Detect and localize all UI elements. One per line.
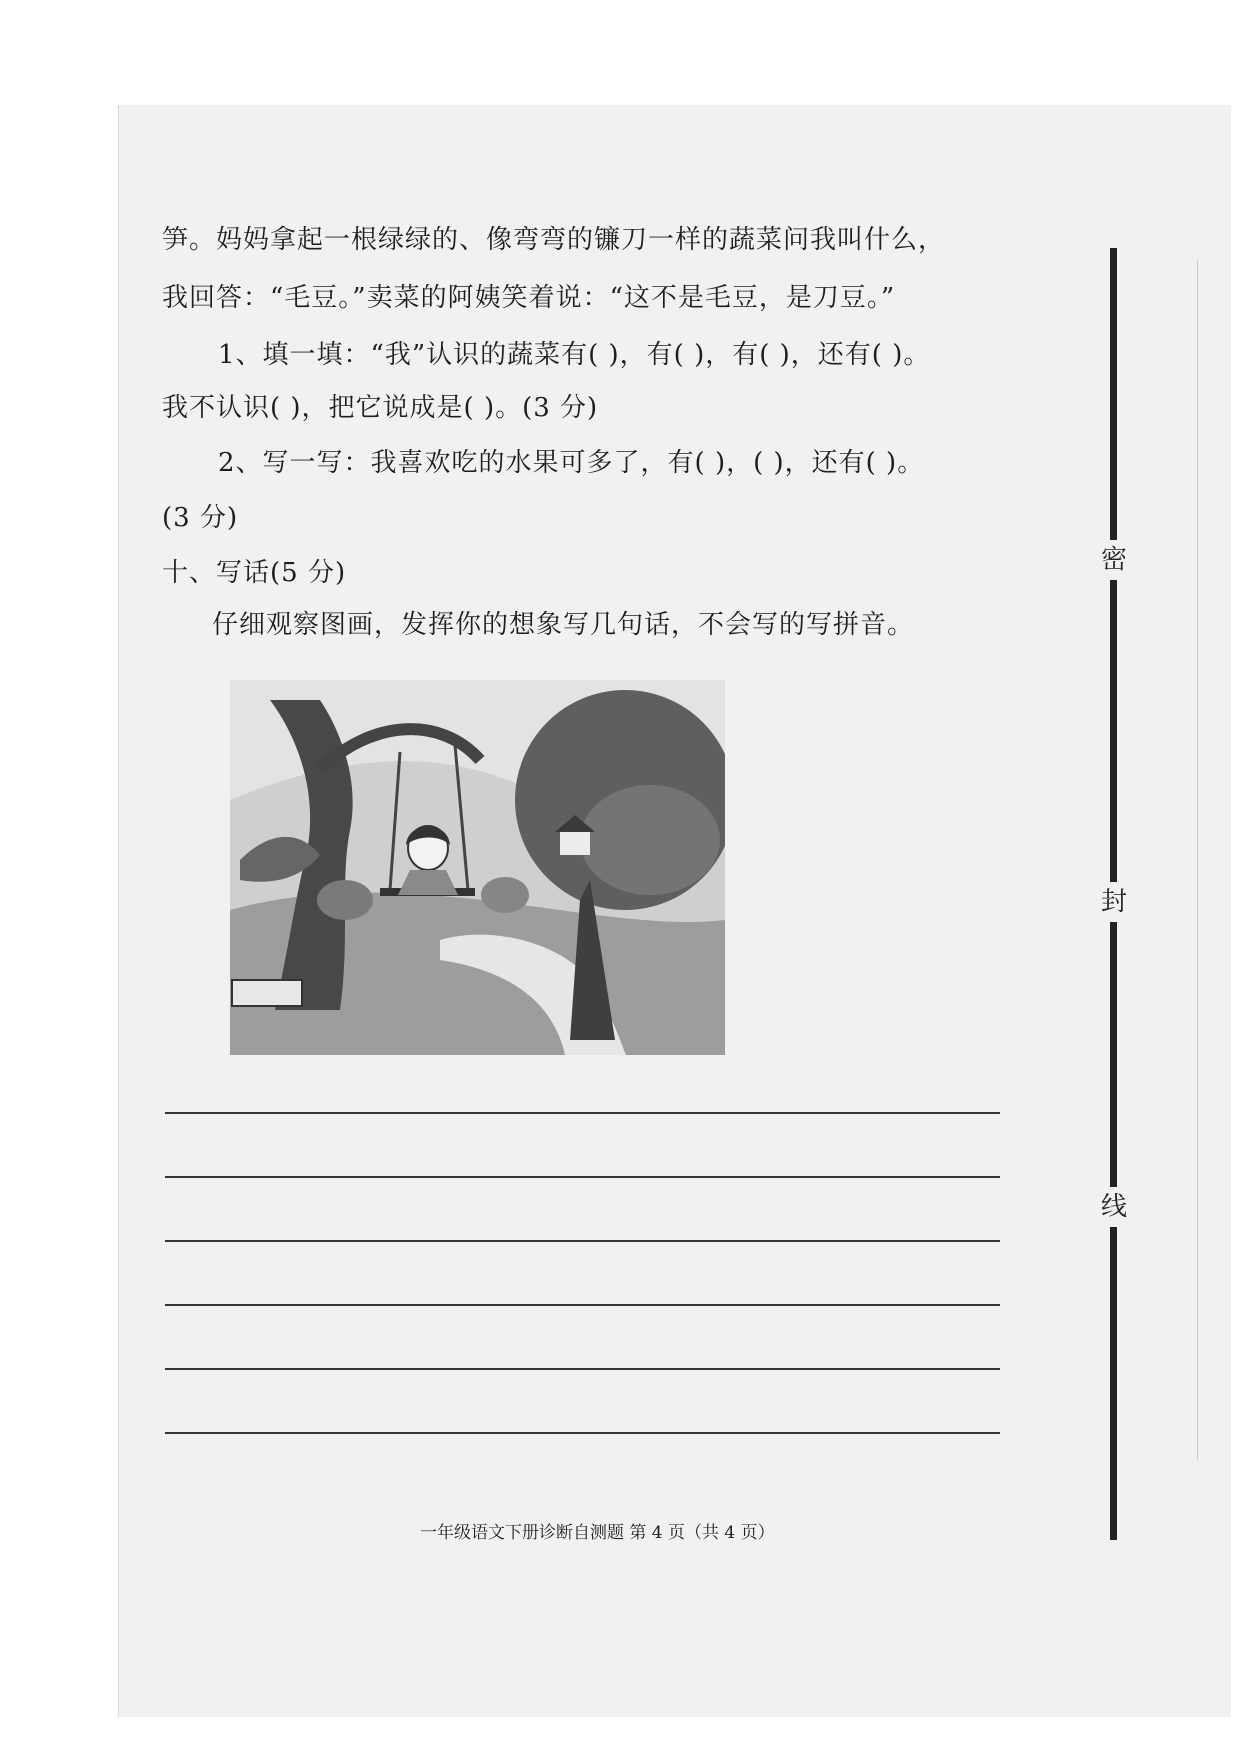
section-10-instruction: 仔细观察图画，发挥你的想象写几句话，不会写的写拼音。 [212,610,915,640]
writing-line[interactable] [165,1432,1000,1434]
section-10-title: 十、写话(5 分) [162,558,347,588]
writing-line[interactable] [165,1176,1000,1178]
writing-line[interactable] [165,1240,1000,1242]
binding-char-line: 线 [1098,1187,1130,1227]
page-footer: 一年级语文下册诊断自测题 第 4 页（共 4 页） [420,1523,775,1543]
girl-on-swing-illustration [230,680,725,1055]
question-2-line-1: 2、写一写：我喜欢吃的水果可多了，有( )，( )，还有( )。 [218,448,925,478]
question-1-line-2: 我不认识( )，把它说成是( )。(3 分) [162,393,599,423]
passage-line-1: 笋。妈妈拿起一根绿绿的、像弯弯的镰刀一样的蔬菜问我叫什么， [162,225,946,255]
question-2-line-2: (3 分) [162,503,239,533]
side-margin-line [1197,260,1198,1460]
writing-line[interactable] [165,1112,1000,1114]
binding-char-envelope: 封 [1098,882,1130,922]
binding-char-seal: 密 [1098,540,1130,580]
writing-line[interactable] [165,1304,1000,1306]
question-1-line-1: 1、填一填：“我”认识的蔬菜有( )，有( )，有( )，还有( )。 [218,340,931,370]
writing-line[interactable] [165,1368,1000,1370]
passage-line-2: 我回答：“毛豆。”卖菜的阿姨笑着说：“这不是毛豆，是刀豆。” [162,283,896,313]
